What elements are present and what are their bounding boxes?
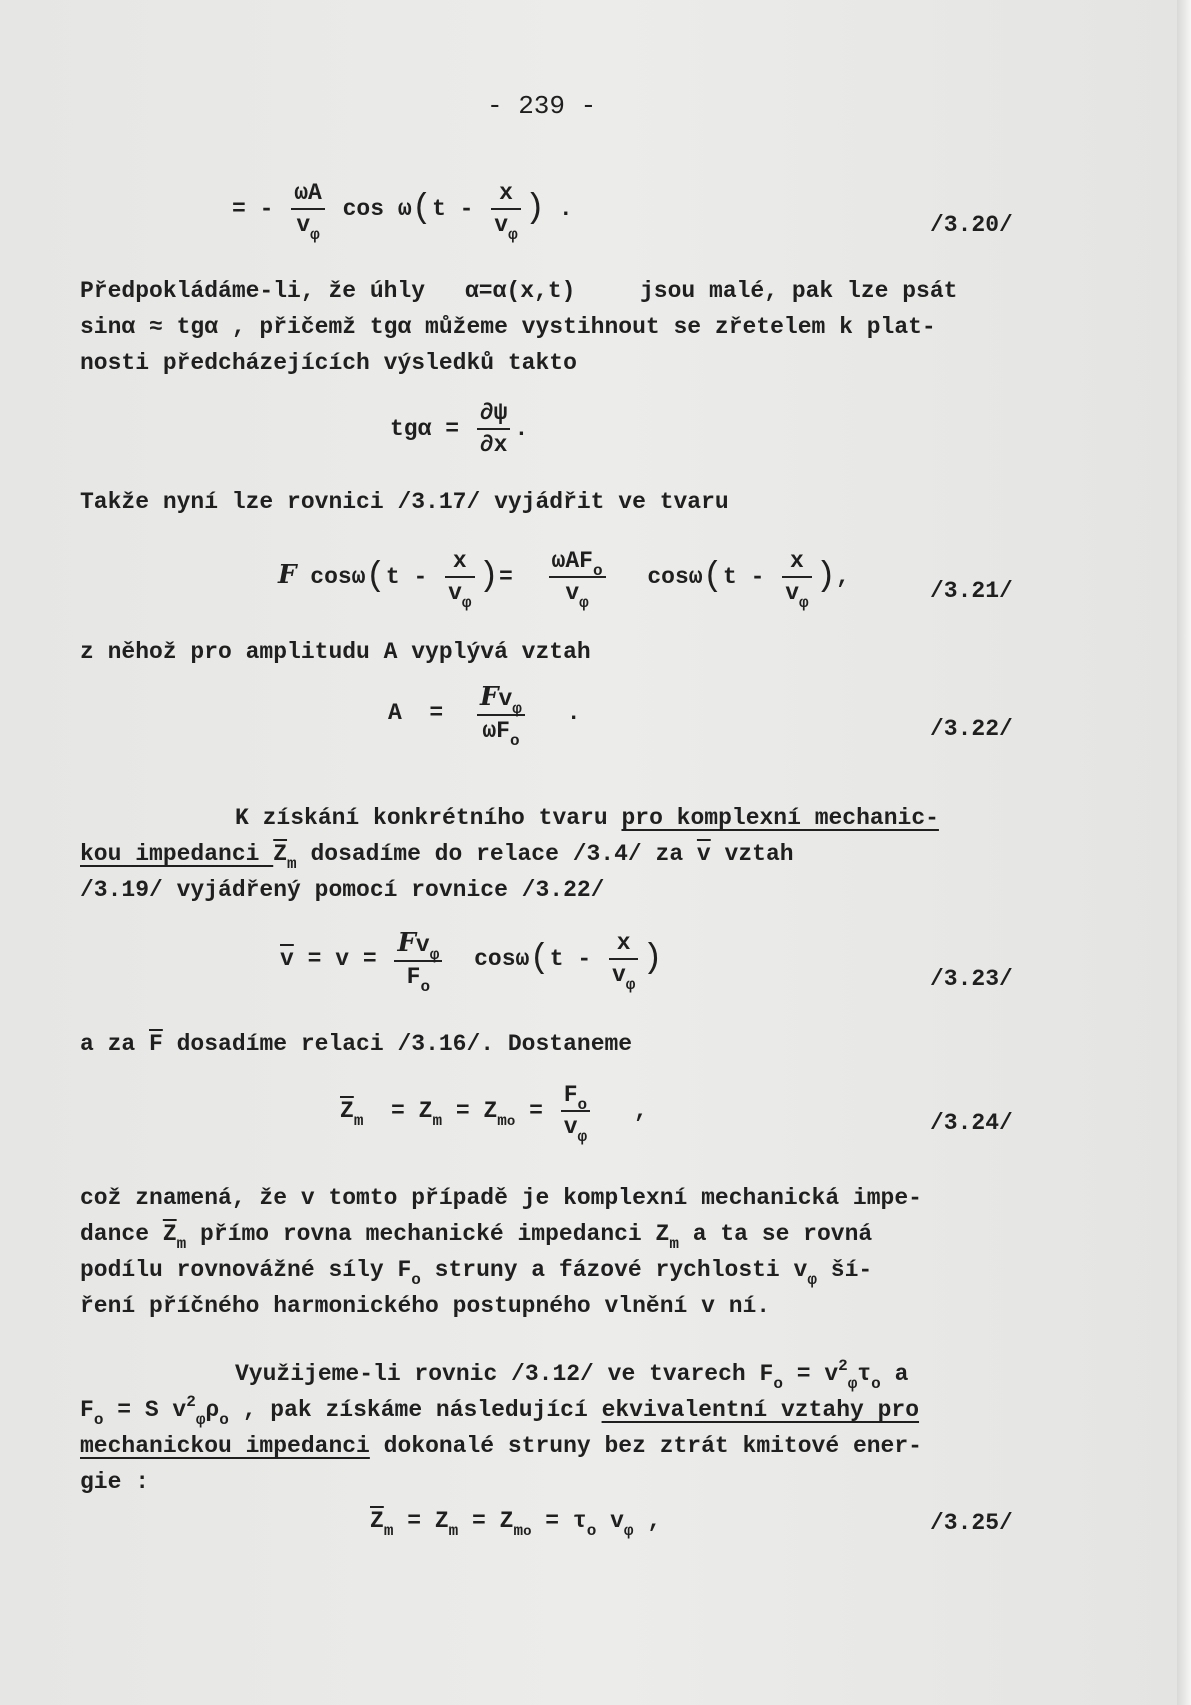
equation-3-21: F cosω(t - $\frac{x}{v_\varphi}$ )= $\frac{\omega AF_o}{v_\varphi}$ cosω(t - $\frac{x}{v_\varphi}$ ), (278, 548, 850, 612)
text-line: jsou malé, pak lze psát (640, 278, 958, 304)
page-number: - 239 - (487, 91, 597, 121)
text-line: Takže nyní lze rovnici /3.17/ vyjádřit ve tvaru (80, 489, 729, 515)
equation-tag-3-23: /3.23/ (930, 966, 1013, 992)
text-line: dance $\overline{Z}_m$ přímo rovna mechanické impedanci $Z_m$ a ta se rovná (80, 1221, 873, 1253)
equation-tag-3-25: /3.25/ (930, 1510, 1013, 1536)
text-line: α=α(x,t) (465, 278, 576, 304)
text-line: K získání konkrétního tvaru pro komplexní mechanic- (235, 805, 939, 831)
page-edge-shadow (1177, 0, 1191, 1705)
equation-3-22: A = $\frac{Fv_\varphi}{\omega F_o}$ . (388, 682, 581, 750)
text-line: $F_o = S$ $v^2_\varphi\rho_o$ , pak získáme následující ekvivalentní vztahy pro (80, 1393, 920, 1429)
equation-tag-3-21: /3.21/ (930, 578, 1013, 604)
text-line: z něhož pro amplitudu A vyplývá vztah (80, 639, 591, 665)
equation-tag-3-24: /3.24/ (930, 1110, 1013, 1136)
text-line: kou impedanci $\overline{Z}_m$ dosadíme do relace /3.4/ za $\overline{v}$ vztah (80, 841, 794, 873)
equation-3-20: = - $\frac{\omega A}{v_\varphi}$ cos ω(t - $\frac{x}{v_\varphi}$ ) . (232, 180, 573, 244)
text-line: gie : (80, 1469, 150, 1495)
text-line: Využijeme-li rovnic /3.12/ ve tvarech $F_o = v^2_\varphi\tau_o$ a (235, 1357, 909, 1393)
equation-3-25: $\overline{Z}_m = Z_m = Z_{mo} = \tau_o$ $v_\varphi$ , (370, 1508, 662, 1540)
text-line: sinα ≈ tgα , přičemž tgα můžeme vystihnout se zřetelem k plat- (80, 314, 936, 340)
text-line: což znamená, že v tomto případě je komplexní mechanická impe- (80, 1185, 922, 1211)
equation-3-24: $\overline{Z}_m = Z_m = Z_{mo}$ = $\frac{F_o}{v_\varphi}$ , (340, 1082, 648, 1146)
text-line: mechanickou impedanci dokonalé struny bez ztrát kmitové ener- (80, 1433, 922, 1459)
text-line: /3.19/ vyjádřený pomocí rovnice /3.22/ (80, 877, 605, 903)
text-line: nosti předcházejících výsledků takto (80, 350, 577, 376)
text-line: a za $\overline{F}$ dosadíme relaci /3.16/. Dostaneme (80, 1031, 633, 1057)
text-line: Předpokládáme-li, že úhly (80, 278, 426, 304)
equation-tag-3-22: /3.22/ (930, 716, 1013, 742)
text-line: ření příčného harmonického postupného vlnění v ní. (80, 1293, 771, 1319)
text-line: podílu rovnovážné síly $F_o$ struny a fázové rychlosti $v_\varphi$ ší- (80, 1257, 873, 1289)
equation-tag-3-20: /3.20/ (930, 212, 1013, 238)
equation-tg-alpha: tgα = $\frac{\partial\psi}{\partial x}$ . (390, 400, 529, 458)
equation-3-23: $\overline{v} = v$ = $\frac{Fv_\varphi}{F_o}$ cosω(t - $\frac{x}{v_\varphi}$ ) (280, 928, 663, 996)
